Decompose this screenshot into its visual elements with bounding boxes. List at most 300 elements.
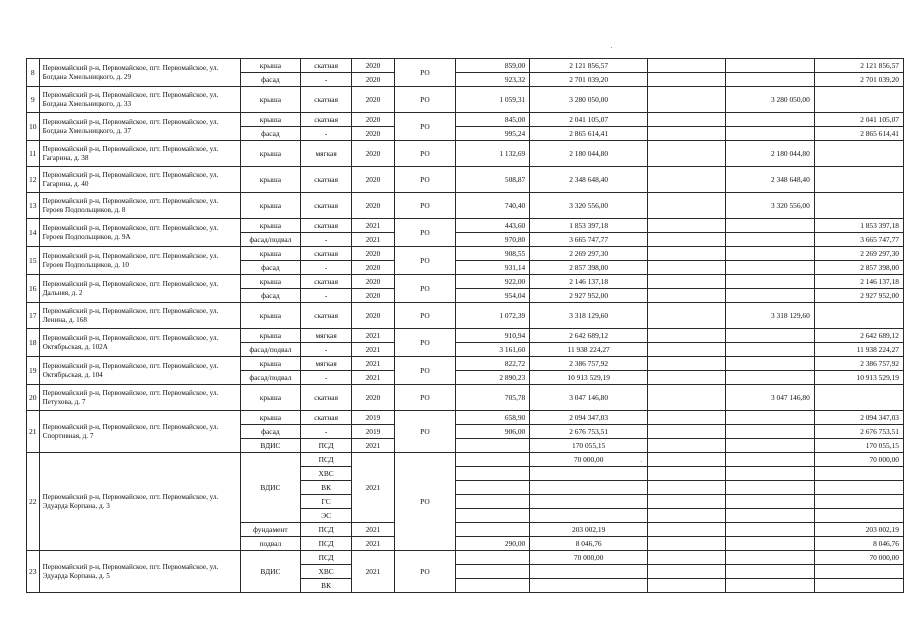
total-cost-cell: 8 046,76 — [530, 537, 648, 551]
area-cell: 2 890,23 — [456, 371, 530, 385]
total-cost-cell: 2 041 105,07 — [530, 113, 648, 127]
area-cell: 908,55 — [456, 247, 530, 261]
funding-cell — [648, 343, 726, 357]
total-cost-cell: 2 865 614,41 — [530, 127, 648, 141]
row-number: 17 — [27, 303, 40, 329]
area-cell — [456, 467, 530, 481]
funding-cell — [725, 59, 814, 73]
area-cell: 740,40 — [456, 193, 530, 219]
funding-cell — [725, 551, 814, 565]
funding-cell — [725, 439, 814, 453]
funding-cell — [648, 411, 726, 425]
year-cell: 2020 — [352, 113, 394, 127]
work-type-cell: фасад — [240, 73, 300, 87]
total-cost-cell: 170 055,15 — [530, 439, 648, 453]
address-cell: Первомайский р-н, Первомайское, пгт. Первомайское, ул. Героев Подпольщиков, д. 10 — [39, 247, 240, 275]
capital-repair-table — [26, 58, 904, 593]
funding-cell — [648, 385, 726, 411]
funding-cell — [648, 481, 726, 495]
total-cost-cell: 3 665 747,77 — [530, 233, 648, 247]
funding-cell — [648, 329, 726, 343]
table-row — [27, 167, 904, 193]
funding-cell: 70 000,00 — [814, 453, 903, 467]
address-cell: Первомайский р-н, Первомайское, пгт. Первомайское, ул. Ленина, д. 168 — [39, 303, 240, 329]
funding-cell: 2 642 689,12 — [814, 329, 903, 343]
funding-cell — [648, 247, 726, 261]
area-cell — [456, 523, 530, 537]
row-number: 20 — [27, 385, 40, 411]
funding-cell: 1 853 397,18 — [814, 219, 903, 233]
work-type-cell: фасад/подвал — [240, 343, 300, 357]
total-cost-cell: 70 000,00 — [530, 551, 648, 565]
address-cell: Первомайский р-н, Первомайское, пгт. Первомайское, ул. Богдана Хмельницкого, д. 29 — [39, 59, 240, 87]
total-cost-cell: 11 938 224,27 — [530, 343, 648, 357]
year-cell: 2020 — [352, 385, 394, 411]
organization-cell: РО — [394, 329, 456, 357]
funding-cell — [648, 73, 726, 87]
material-cell: - — [300, 425, 351, 439]
area-cell — [456, 439, 530, 453]
funding-cell — [725, 453, 814, 467]
material-cell: ГС — [300, 495, 351, 509]
funding-cell — [648, 193, 726, 219]
total-cost-cell: 2 927 952,00 — [530, 289, 648, 303]
funding-cell: 3 280 050,00 — [725, 87, 814, 113]
funding-cell: 203 002,19 — [814, 523, 903, 537]
material-cell: скатная — [300, 303, 351, 329]
total-cost-cell: 3 047 146,80 — [530, 385, 648, 411]
funding-cell — [725, 579, 814, 593]
total-cost-cell: 70 000,00 — [530, 453, 648, 467]
funding-cell — [725, 537, 814, 551]
funding-cell — [648, 495, 726, 509]
material-cell: скатная — [300, 275, 351, 289]
work-type-cell: фундамент — [240, 523, 300, 537]
funding-cell — [725, 371, 814, 385]
area-cell: 931,14 — [456, 261, 530, 275]
funding-cell: 70 000,00 — [814, 551, 903, 565]
organization-cell: РО — [394, 219, 456, 247]
funding-cell — [725, 275, 814, 289]
address-cell: Первомайский р-н, Первомайское, пгт. Первомайское, ул. Октябрьская, д. 102А — [39, 329, 240, 357]
funding-cell: 3 047 146,80 — [725, 385, 814, 411]
area-cell — [456, 565, 530, 579]
table-row — [27, 219, 904, 233]
year-cell: 2020 — [352, 275, 394, 289]
table-row — [27, 275, 904, 289]
funding-cell — [725, 289, 814, 303]
material-cell: - — [300, 261, 351, 275]
area-cell: 290,00 — [456, 537, 530, 551]
material-cell: ПСД — [300, 453, 351, 467]
funding-cell — [814, 467, 903, 481]
area-cell: 859,00 — [456, 59, 530, 73]
funding-cell: 8 046,76 — [814, 537, 903, 551]
funding-cell — [725, 219, 814, 233]
funding-cell — [814, 303, 903, 329]
total-cost-cell — [530, 509, 648, 523]
year-cell: 2021 — [352, 357, 394, 371]
funding-cell: 2 857 398,00 — [814, 261, 903, 275]
funding-cell — [725, 467, 814, 481]
funding-cell — [648, 357, 726, 371]
table-row — [27, 385, 904, 411]
work-type-cell: крыша — [240, 275, 300, 289]
funding-cell — [648, 275, 726, 289]
material-cell: ПСД — [300, 523, 351, 537]
funding-cell — [814, 141, 903, 167]
funding-cell — [648, 113, 726, 127]
funding-cell — [648, 371, 726, 385]
total-cost-cell: 2 857 398,00 — [530, 261, 648, 275]
work-type-cell: фасад — [240, 425, 300, 439]
table-row — [27, 59, 904, 73]
funding-cell — [648, 579, 726, 593]
organization-cell: РО — [394, 357, 456, 385]
total-cost-cell — [530, 467, 648, 481]
funding-cell — [648, 551, 726, 565]
work-type-cell: крыша — [240, 385, 300, 411]
material-cell: скатная — [300, 87, 351, 113]
funding-cell — [725, 233, 814, 247]
total-cost-cell — [530, 579, 648, 593]
table-row — [27, 247, 904, 261]
funding-cell — [814, 193, 903, 219]
funding-cell — [814, 495, 903, 509]
organization-cell: РО — [394, 113, 456, 141]
year-cell: 2021 — [352, 219, 394, 233]
material-cell: скатная — [300, 247, 351, 261]
year-cell: 2019 — [352, 411, 394, 425]
funding-cell: 10 913 529,19 — [814, 371, 903, 385]
funding-cell — [725, 411, 814, 425]
area-cell: 922,00 — [456, 275, 530, 289]
table-row — [27, 551, 904, 565]
table-row — [27, 141, 904, 167]
organization-cell: РО — [394, 59, 456, 87]
year-cell: 2020 — [352, 59, 394, 73]
funding-cell — [648, 537, 726, 551]
funding-cell: 2 146 137,18 — [814, 275, 903, 289]
funding-cell — [725, 113, 814, 127]
address-cell: Первомайский р-н, Первомайское, пгт. Первомайское, ул. Гагарина, д. 40 — [39, 167, 240, 193]
work-type-cell: фасад — [240, 127, 300, 141]
area-cell: 3 161,60 — [456, 343, 530, 357]
material-cell: - — [300, 127, 351, 141]
total-cost-cell: 3 280 050,00 — [530, 87, 648, 113]
row-number: 22 — [27, 453, 40, 551]
year-cell: 2020 — [352, 261, 394, 275]
funding-cell — [725, 127, 814, 141]
table-row — [27, 329, 904, 343]
funding-cell — [725, 565, 814, 579]
row-number: 9 — [27, 87, 40, 113]
area-cell: 1 072,39 — [456, 303, 530, 329]
organization-cell: РО — [394, 303, 456, 329]
funding-cell: 3 320 556,00 — [725, 193, 814, 219]
funding-cell — [814, 481, 903, 495]
work-type-cell: фасад — [240, 261, 300, 275]
total-cost-cell: 3 320 556,00 — [530, 193, 648, 219]
funding-cell — [648, 453, 726, 467]
funding-cell: 2 121 856,57 — [814, 59, 903, 73]
row-number: 23 — [27, 551, 40, 593]
material-cell: скатная — [300, 193, 351, 219]
area-cell: 1 059,31 — [456, 87, 530, 113]
address-cell: Первомайский р-н, Первомайское, пгт. Первомайское, ул. Октябрьская, д. 104 — [39, 357, 240, 385]
area-cell: 906,00 — [456, 425, 530, 439]
year-cell: 2021 — [352, 453, 394, 523]
total-cost-cell: 2 094 347,03 — [530, 411, 648, 425]
funding-cell — [814, 565, 903, 579]
funding-cell — [725, 523, 814, 537]
address-cell: Первомайский р-н, Первомайское, пгт. Первомайское, ул. Спортивная, д. 7 — [39, 411, 240, 453]
total-cost-cell: 203 002,19 — [530, 523, 648, 537]
year-cell: 2021 — [352, 233, 394, 247]
material-cell: ПСД — [300, 551, 351, 565]
material-cell: ПСД — [300, 439, 351, 453]
row-number: 19 — [27, 357, 40, 385]
year-cell: 2021 — [352, 551, 394, 593]
organization-cell: РО — [394, 411, 456, 453]
work-type-cell: подвал — [240, 537, 300, 551]
funding-cell — [814, 167, 903, 193]
material-cell: скатная — [300, 59, 351, 73]
funding-cell: 2 927 952,00 — [814, 289, 903, 303]
row-number: 14 — [27, 219, 40, 247]
total-cost-cell: 2 676 753,51 — [530, 425, 648, 439]
area-cell — [456, 551, 530, 565]
area-cell — [456, 495, 530, 509]
work-type-cell: ВДИС — [240, 439, 300, 453]
funding-cell: 2 094 347,03 — [814, 411, 903, 425]
year-cell: 2021 — [352, 439, 394, 453]
work-type-cell: крыша — [240, 247, 300, 261]
total-cost-cell: 2 348 648,40 — [530, 167, 648, 193]
material-cell: скатная — [300, 385, 351, 411]
funding-cell — [725, 495, 814, 509]
funding-cell: 3 318 129,60 — [725, 303, 814, 329]
funding-cell — [648, 87, 726, 113]
funding-cell: 2 269 297,30 — [814, 247, 903, 261]
work-type-cell: крыша — [240, 113, 300, 127]
organization-cell: РО — [394, 453, 456, 551]
row-number: 8 — [27, 59, 40, 87]
table-row — [27, 193, 904, 219]
row-number: 15 — [27, 247, 40, 275]
work-type-cell: крыша — [240, 193, 300, 219]
area-cell: 508,87 — [456, 167, 530, 193]
material-cell: скатная — [300, 411, 351, 425]
total-cost-cell — [530, 565, 648, 579]
material-cell: мягкая — [300, 141, 351, 167]
total-cost-cell: 2 701 039,20 — [530, 73, 648, 87]
funding-cell: 2 180 044,80 — [725, 141, 814, 167]
scan-speck — [641, 461, 642, 462]
total-cost-cell: 2 180 044,80 — [530, 141, 648, 167]
funding-cell — [648, 303, 726, 329]
funding-cell — [814, 87, 903, 113]
row-number: 13 — [27, 193, 40, 219]
funding-cell — [814, 509, 903, 523]
total-cost-cell: 3 318 129,60 — [530, 303, 648, 329]
total-cost-cell: 1 853 397,18 — [530, 219, 648, 233]
funding-cell — [648, 141, 726, 167]
work-type-cell: фасад/подвал — [240, 233, 300, 247]
work-type-cell: крыша — [240, 167, 300, 193]
funding-cell: 2 041 105,07 — [814, 113, 903, 127]
funding-cell: 11 938 224,27 — [814, 343, 903, 357]
funding-cell — [648, 523, 726, 537]
table-row — [27, 303, 904, 329]
material-cell: ХВС — [300, 565, 351, 579]
organization-cell: РО — [394, 385, 456, 411]
table-row — [27, 113, 904, 127]
area-cell: 910,94 — [456, 329, 530, 343]
material-cell: - — [300, 371, 351, 385]
funding-cell — [648, 167, 726, 193]
year-cell: 2020 — [352, 303, 394, 329]
document-page — [26, 58, 904, 593]
year-cell: 2020 — [352, 247, 394, 261]
funding-cell: 2 701 039,20 — [814, 73, 903, 87]
total-cost-cell: 2 269 297,30 — [530, 247, 648, 261]
funding-cell — [725, 261, 814, 275]
work-type-cell: крыша — [240, 303, 300, 329]
area-cell: 1 132,69 — [456, 141, 530, 167]
funding-cell: 170 055,15 — [814, 439, 903, 453]
table-row — [27, 411, 904, 425]
funding-cell — [725, 329, 814, 343]
table-row — [27, 453, 904, 467]
area-cell: 954,04 — [456, 289, 530, 303]
year-cell: 2021 — [352, 329, 394, 343]
funding-cell: 2 676 753,51 — [814, 425, 903, 439]
funding-cell — [725, 247, 814, 261]
funding-cell — [648, 127, 726, 141]
area-cell: 995,24 — [456, 127, 530, 141]
year-cell: 2020 — [352, 73, 394, 87]
total-cost-cell: 2 642 689,12 — [530, 329, 648, 343]
funding-cell — [725, 357, 814, 371]
area-cell — [456, 453, 530, 467]
total-cost-cell: 2 146 137,18 — [530, 275, 648, 289]
material-cell: мягкая — [300, 357, 351, 371]
year-cell: 2020 — [352, 87, 394, 113]
work-type-cell: крыша — [240, 59, 300, 73]
area-cell: 822,72 — [456, 357, 530, 371]
work-type-cell: крыша — [240, 329, 300, 343]
material-cell: ЭС — [300, 509, 351, 523]
funding-cell — [725, 425, 814, 439]
material-cell: - — [300, 73, 351, 87]
area-cell — [456, 509, 530, 523]
material-cell: - — [300, 289, 351, 303]
address-cell: Первомайский р-н, Первомайское, пгт. Первомайское, ул. Героев Подпольщиков, д. 8 — [39, 193, 240, 219]
work-type-cell: ВДИС — [240, 551, 300, 593]
funding-cell — [814, 579, 903, 593]
funding-cell: 2 386 757,92 — [814, 357, 903, 371]
work-type-cell: крыша — [240, 141, 300, 167]
area-cell: 658,90 — [456, 411, 530, 425]
funding-cell — [648, 425, 726, 439]
year-cell: 2021 — [352, 537, 394, 551]
material-cell: скатная — [300, 113, 351, 127]
table-row — [27, 87, 904, 113]
row-number: 21 — [27, 411, 40, 453]
year-cell: 2020 — [352, 127, 394, 141]
year-cell: 2020 — [352, 289, 394, 303]
material-cell: - — [300, 343, 351, 357]
area-cell — [456, 481, 530, 495]
organization-cell: РО — [394, 141, 456, 167]
year-cell: 2021 — [352, 523, 394, 537]
year-cell: 2020 — [352, 167, 394, 193]
funding-cell — [725, 343, 814, 357]
funding-cell — [725, 509, 814, 523]
work-type-cell: крыша — [240, 87, 300, 113]
funding-cell — [648, 261, 726, 275]
organization-cell: РО — [394, 167, 456, 193]
row-number: 18 — [27, 329, 40, 357]
work-type-cell: фасад/подвал — [240, 371, 300, 385]
organization-cell: РО — [394, 247, 456, 275]
address-cell: Первомайский р-н, Первомайское, пгт. Первомайское, ул. Героев Подпольщиков, д. 9А — [39, 219, 240, 247]
funding-cell — [648, 233, 726, 247]
area-cell: 705,78 — [456, 385, 530, 411]
funding-cell — [725, 73, 814, 87]
funding-cell — [648, 439, 726, 453]
total-cost-cell: 10 913 529,19 — [530, 371, 648, 385]
year-cell: 2020 — [352, 141, 394, 167]
area-cell: 970,80 — [456, 233, 530, 247]
funding-cell — [648, 219, 726, 233]
work-type-cell: крыша — [240, 411, 300, 425]
work-type-cell: ВДИС — [240, 453, 300, 523]
organization-cell: РО — [394, 275, 456, 303]
funding-cell: 2 348 648,40 — [725, 167, 814, 193]
address-cell: Первомайский р-н, Первомайское, пгт. Первомайское, ул. Эдуарда Корпана, д. 5 — [39, 551, 240, 593]
year-cell: 2020 — [352, 193, 394, 219]
funding-cell — [725, 481, 814, 495]
material-cell: - — [300, 233, 351, 247]
total-cost-cell — [530, 495, 648, 509]
organization-cell: РО — [394, 193, 456, 219]
area-cell: 923,32 — [456, 73, 530, 87]
area-cell: 443,60 — [456, 219, 530, 233]
address-cell: Первомайский р-н, Первомайское, пгт. Первомайское, ул. Богдана Хмельницкого, д. 33 — [39, 87, 240, 113]
address-cell: Первомайский р-н, Первомайское, пгт. Первомайское, ул. Эдуарда Корпана, д. 3 — [39, 453, 240, 551]
address-cell: Первомайский р-н, Первомайское, пгт. Первомайское, ул. Дальняя, д. 2 — [39, 275, 240, 303]
address-cell: Первомайский р-н, Первомайское, пгт. Первомайское, ул. Гагарина, д. 38 — [39, 141, 240, 167]
address-cell: Первомайский р-н, Первомайское, пгт. Первомайское, ул. Богдана Хмельницкого, д. 37 — [39, 113, 240, 141]
row-number: 16 — [27, 275, 40, 303]
funding-cell: 2 865 614,41 — [814, 127, 903, 141]
funding-cell — [648, 565, 726, 579]
material-cell: ВК — [300, 481, 351, 495]
material-cell: ХВС — [300, 467, 351, 481]
scan-speck — [611, 47, 612, 48]
organization-cell: РО — [394, 87, 456, 113]
area-cell — [456, 579, 530, 593]
row-number: 11 — [27, 141, 40, 167]
organization-cell: РО — [394, 551, 456, 593]
year-cell: 2019 — [352, 425, 394, 439]
work-type-cell: крыша — [240, 219, 300, 233]
material-cell: ПСД — [300, 537, 351, 551]
funding-cell — [814, 385, 903, 411]
year-cell: 2021 — [352, 371, 394, 385]
